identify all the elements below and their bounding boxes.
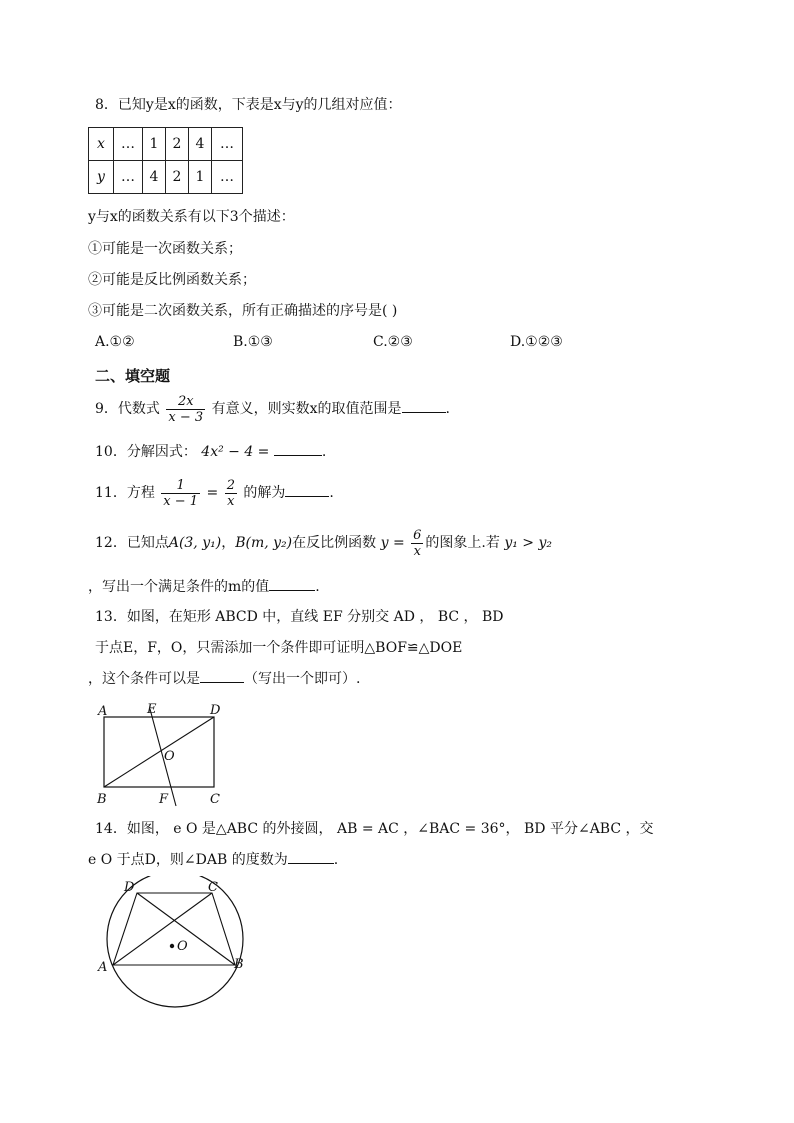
- table-cell: …: [114, 161, 143, 194]
- q13-line1: 13．如图，在矩形 ABCD 中，直线 EF 分别交 AD ， BC ， BD: [95, 609, 504, 625]
- period: .: [445, 401, 450, 417]
- q11-prefix: 11．方程: [95, 485, 155, 501]
- table-cell: 4: [189, 128, 212, 161]
- answer-blank: [285, 484, 329, 497]
- table-cell: 1: [143, 128, 166, 161]
- q13-line3-prefix: ，这个条件可以是: [88, 671, 200, 687]
- q9-prefix: 9．代数式: [95, 401, 160, 417]
- circle-figure: [92, 876, 262, 1016]
- q8-desc-3: ③可能是二次函数关系，所有正确描述的序号是( ): [88, 303, 398, 319]
- table-cell: 4: [143, 161, 166, 194]
- circumcircle-o: [107, 876, 243, 1007]
- rectangle-figure: [90, 700, 240, 812]
- q10-expr: 4x² − 4 =: [201, 444, 270, 460]
- q8-stem: 8．已知y是x的函数，下表是x与y的几组对应值：: [95, 97, 402, 113]
- label-d: D: [124, 880, 135, 895]
- table-cell: y: [89, 161, 114, 194]
- xy-value-table: [88, 127, 243, 194]
- chord-bd: [137, 893, 235, 965]
- q14-line2-prefix: e O 于点D，则∠DAB 的度数为: [88, 852, 288, 868]
- label-e: E: [147, 702, 157, 717]
- label-a: A: [98, 704, 108, 719]
- label-b: B: [234, 957, 244, 972]
- q12-prefix: 12．已知点: [95, 535, 169, 551]
- q12-inequality: y₁ > y₂: [504, 535, 552, 551]
- q9-fraction: [166, 394, 205, 425]
- center-point: [170, 944, 174, 948]
- table-cell: 1: [189, 161, 212, 194]
- q9-frac-den: x − 3: [168, 409, 204, 425]
- option-b: B.①③: [233, 334, 273, 350]
- period: .: [329, 485, 334, 501]
- label-d: D: [210, 703, 221, 718]
- table-cell: …: [212, 128, 243, 161]
- q11-eq: =: [206, 485, 219, 501]
- q10: [95, 443, 326, 461]
- label-a: A: [98, 960, 108, 975]
- quadrilateral-adcb: [113, 893, 235, 965]
- q12-fraction: [411, 528, 423, 559]
- q13-line3-suffix: （写出一个即可）: [244, 671, 356, 687]
- q9-suffix: 有意义，则实数x的取值范围是: [211, 401, 402, 417]
- label-f: F: [159, 792, 169, 807]
- q11-suffix: 的解为: [243, 485, 286, 501]
- option-d: D.①②③: [510, 334, 563, 350]
- diagonal-bd: [104, 717, 214, 787]
- q12-cond: 的图象上.若: [425, 535, 500, 551]
- answer-blank: [269, 578, 315, 591]
- q11-frac2-num: 2: [226, 477, 235, 493]
- q11-frac2-den: x: [227, 493, 235, 509]
- answer-blank: [200, 670, 244, 683]
- label-o: O: [177, 939, 188, 954]
- q11-frac1-den: x − 1: [163, 493, 199, 509]
- q11-fraction-right: [225, 478, 237, 509]
- q12-point-b: B(m, y₂): [235, 535, 293, 551]
- period: .: [321, 444, 327, 460]
- q13-line2: 于点E，F，O，只需添加一个条件即可证明△BOF≌△DOE: [95, 640, 463, 656]
- label-c: C: [208, 880, 218, 895]
- q12-point-a: A(3, y₁): [168, 535, 222, 551]
- q12-line2-text: ，写出一个满足条件的m的值: [88, 579, 270, 595]
- label-o: O: [164, 749, 175, 764]
- section-title: 二、填空题: [95, 367, 171, 385]
- q12-frac-num: 6: [413, 527, 422, 543]
- q8-desc-1: ①可能是一次函数关系；: [88, 241, 242, 257]
- table-cell: …: [212, 161, 243, 194]
- table-cell: …: [114, 128, 143, 161]
- answer-blank: [402, 400, 446, 413]
- period: .: [333, 852, 339, 868]
- q11-fraction-left: [161, 478, 200, 509]
- q9: [95, 388, 450, 430]
- q11-frac1-num: 1: [161, 478, 200, 494]
- option-a: A.①②: [95, 334, 135, 350]
- q8-desc-2: ②可能是反比例函数关系；: [88, 272, 256, 288]
- period: .: [315, 579, 320, 595]
- label-b: B: [97, 792, 107, 807]
- q14-line2: [88, 851, 338, 869]
- q11: [95, 472, 334, 514]
- label-c: C: [210, 792, 220, 807]
- table-cell: 2: [166, 161, 189, 194]
- table-cell: 2: [166, 128, 189, 161]
- q12-line2: [88, 578, 320, 596]
- table-cell: x: [89, 128, 114, 161]
- q12-frac-den: x: [413, 543, 421, 559]
- q8-desc-intro: y与x的函数关系有以下3个描述：: [88, 209, 295, 225]
- q12-sep: ，: [221, 535, 236, 551]
- answer-blank: [288, 851, 334, 864]
- q12-func-lhs: y =: [380, 535, 405, 551]
- period: .: [356, 671, 361, 687]
- q12-mid: 在反比例函数: [292, 535, 377, 551]
- q12: [95, 522, 552, 564]
- chord-ac: [113, 893, 212, 965]
- answer-blank: [274, 443, 322, 456]
- q13-line3: [88, 670, 360, 688]
- q10-prefix: 10．分解因式：: [95, 444, 197, 460]
- q9-frac-num: 2x: [166, 394, 205, 410]
- q14-line1: 14．如图， e O 是△ABC 的外接圆， AB = AC ，∠BAC = 36°， BD 平分∠ABC ，交: [95, 821, 654, 837]
- table-row-y: [89, 161, 243, 194]
- option-c: C.②③: [373, 334, 413, 350]
- table-row-x: [89, 128, 243, 161]
